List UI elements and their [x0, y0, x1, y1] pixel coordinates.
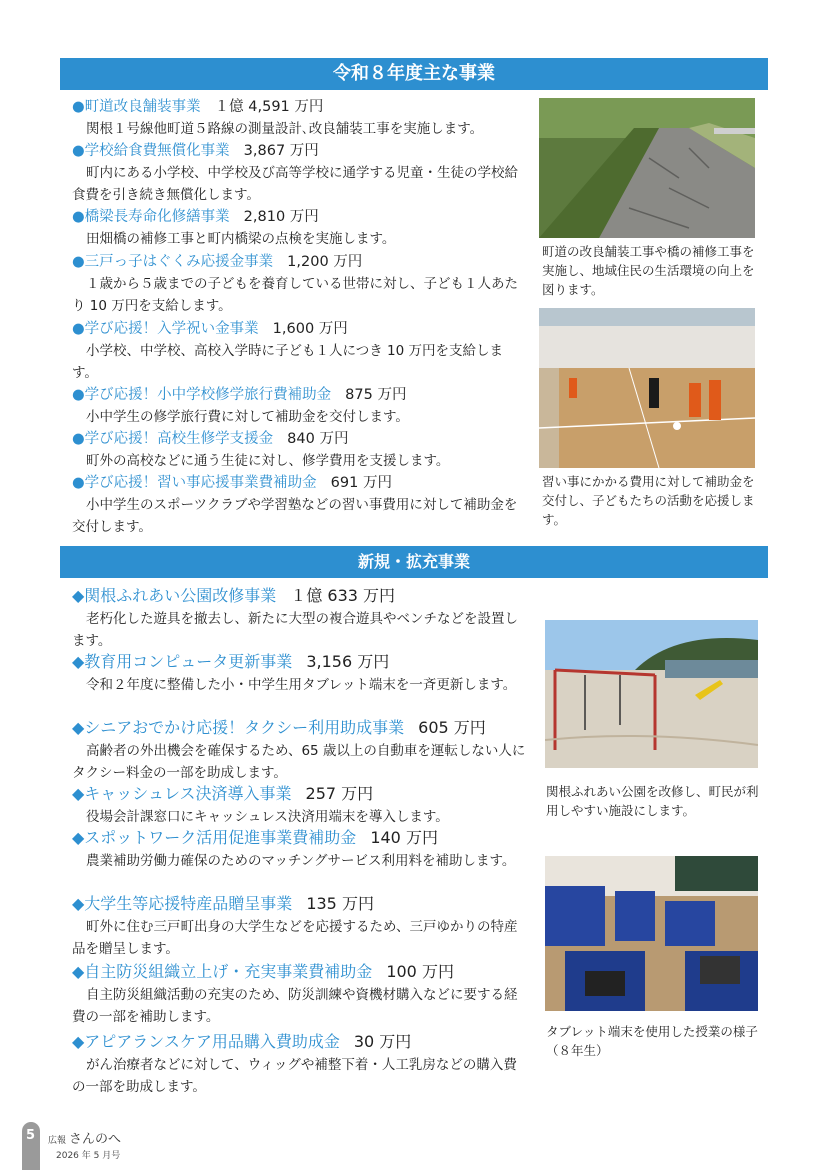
project-description: 農業補助労働力確保のためのマッチングサービス利用料を補助します。 [86, 853, 516, 869]
project-description: 老朽化した遊具を撤去し、新たに大型の複合遊具やベンチなどを設置します。 [72, 611, 518, 649]
project-description: 町外の高校などに通う生徒に対し、修学費用を支援します。 [86, 453, 450, 469]
project-amount: 257 万円 [305, 784, 374, 803]
issue-date: 2026 年 5 月号 [56, 1151, 121, 1161]
project-amount: 2,810 万円 [243, 209, 319, 225]
project-amount: 840 万円 [287, 431, 349, 447]
project-name: ◆キャッシュレス決済導入事業 [72, 784, 292, 803]
publication-prefix: 広報 [48, 1136, 67, 1146]
project-name: ◆シニアおでかけ応援！タクシー利用助成事業 [72, 718, 405, 737]
project-amount: 605 万円 [418, 718, 486, 737]
project-item [72, 384, 527, 428]
project-amount: １億 4,591 万円 [214, 99, 324, 115]
project-amount: 3,156 万円 [306, 652, 390, 671]
project-item [72, 650, 527, 696]
project-name: ◆スポットワーク活用促進事業費補助金 [72, 828, 357, 847]
park-photo [545, 620, 758, 768]
project-description: 小学校、中学校、高校入学時に子ども１人につき 10 万円を支給します。 [72, 343, 503, 381]
project-description: 自主防災組織活動の充実のため、防災訓練や資機材購入などに要する経費の一部を補助します。 [72, 987, 518, 1025]
project-name: ◆大学生等応援特産品贈呈事業 [72, 894, 293, 913]
project-item [72, 584, 527, 652]
futsal-photo [539, 308, 755, 468]
project-amount: 140 万円 [370, 828, 438, 847]
project-item [72, 960, 527, 1028]
project-item [72, 782, 527, 828]
road-photo [539, 98, 755, 238]
project-item [72, 318, 527, 384]
project-description: 役場会計課窓口にキャッシュレス決済用端末を導入します。 [86, 809, 449, 825]
project-amount: 100 万円 [386, 962, 454, 981]
project-name: ◆教育用コンピュータ更新事業 [72, 652, 293, 671]
project-description: 高齢者の外出機会を確保するため、65 歳以上の自動車を運転しない人にタクシー料金の一部を助成します。 [72, 743, 526, 781]
project-item [72, 826, 527, 872]
photo-caption: 町道の改良舗装工事や橋の補修工事を実施し、地域住民の生活環境の向上を図ります。 [542, 244, 755, 297]
project-name: ●学び応援！高校生修学支援金 [72, 431, 274, 447]
project-description: 小中学生の修学旅行費に対して補助金を交付します。 [86, 409, 409, 425]
project-description: 町内にある小学校、中学校及び高等学校に通学する児童・生徒の学校給食費を引き続き無償化します。 [72, 165, 518, 203]
section-header-new-projects: 新規・拡充事業 [60, 546, 768, 578]
project-item [72, 140, 527, 206]
project-description: 田畑橋の補修工事と町内橋梁の点検を実施します。 [86, 231, 396, 247]
publication-name [48, 1128, 121, 1147]
project-name: ◆アピアランスケア用品購入費助成金 [72, 1032, 340, 1051]
project-amount: 691 万円 [330, 475, 392, 491]
project-amount: 875 万円 [345, 387, 407, 403]
page-number: 5 [26, 1128, 36, 1143]
publication-title: さんのへ [69, 1132, 122, 1147]
project-amount: １億 633 万円 [290, 586, 396, 605]
project-amount: 3,867 万円 [243, 143, 319, 159]
project-name: ●学び応援！習い事応援事業費補助金 [72, 475, 317, 491]
project-item [72, 96, 527, 140]
project-name: ●学校給食費無償化事業 [72, 143, 230, 159]
project-item [72, 1030, 527, 1098]
project-name: ●橋梁長寿命化修繕事業 [72, 209, 230, 225]
photo-caption: 関根ふれあい公園を改修し、町民が利用しやすい施設にします。 [546, 784, 759, 818]
photo-caption: タブレット端末を使用した授業の様子（８年生） [546, 1024, 758, 1058]
photo-caption: 習い事にかかる費用に対して補助金を交付し、子どもたちの活動を応援します。 [542, 474, 755, 527]
project-item [72, 472, 527, 538]
project-description: 小中学生のスポーツクラブや学習塾などの習い事費用に対して補助金を交付します。 [72, 497, 518, 535]
project-description: １歳から５歳までの子どもを養育している世帯に対し、子ども１人あたり 10 万円を支給します。 [72, 276, 518, 314]
project-name: ●町道改良舗装事業 [72, 99, 201, 115]
project-description: 町外に住む三戸町出身の大学生などを応援するため、三戸ゆかりの特産品を贈呈します。 [72, 919, 518, 957]
project-name: ●学び応援！入学祝い金事業 [72, 321, 259, 337]
project-item [72, 716, 527, 784]
project-item [72, 251, 527, 317]
project-name: ◆自主防災組織立上げ・充実事業費補助金 [72, 962, 373, 981]
project-item [72, 892, 527, 960]
project-description: 令和２年度に整備した小・中学生用タブレット端末を一斉更新します。 [86, 677, 517, 693]
project-amount: 1,200 万円 [287, 254, 363, 270]
section-header-main-projects: 令和８年度主な事業 [60, 58, 768, 90]
project-amount: 1,600 万円 [272, 321, 348, 337]
project-name: ●学び応援！小中学校修学旅行費補助金 [72, 387, 332, 403]
project-amount: 30 万円 [353, 1032, 412, 1051]
project-name: ●三戸っ子はぐくみ応援金事業 [72, 254, 274, 270]
project-description: がん治療者などに対して、ウィッグや補整下着・人工乳房などの購入費の一部を助成します。 [72, 1057, 517, 1095]
project-item [72, 428, 527, 472]
project-item [72, 206, 527, 250]
project-name: ◆関根ふれあい公園改修事業 [72, 586, 277, 605]
project-description: 関根１号線他町道５路線の測量設計､改良舗装工事を実施します。 [86, 121, 484, 137]
classroom-photo [545, 856, 758, 1011]
project-amount: 135 万円 [306, 894, 374, 913]
